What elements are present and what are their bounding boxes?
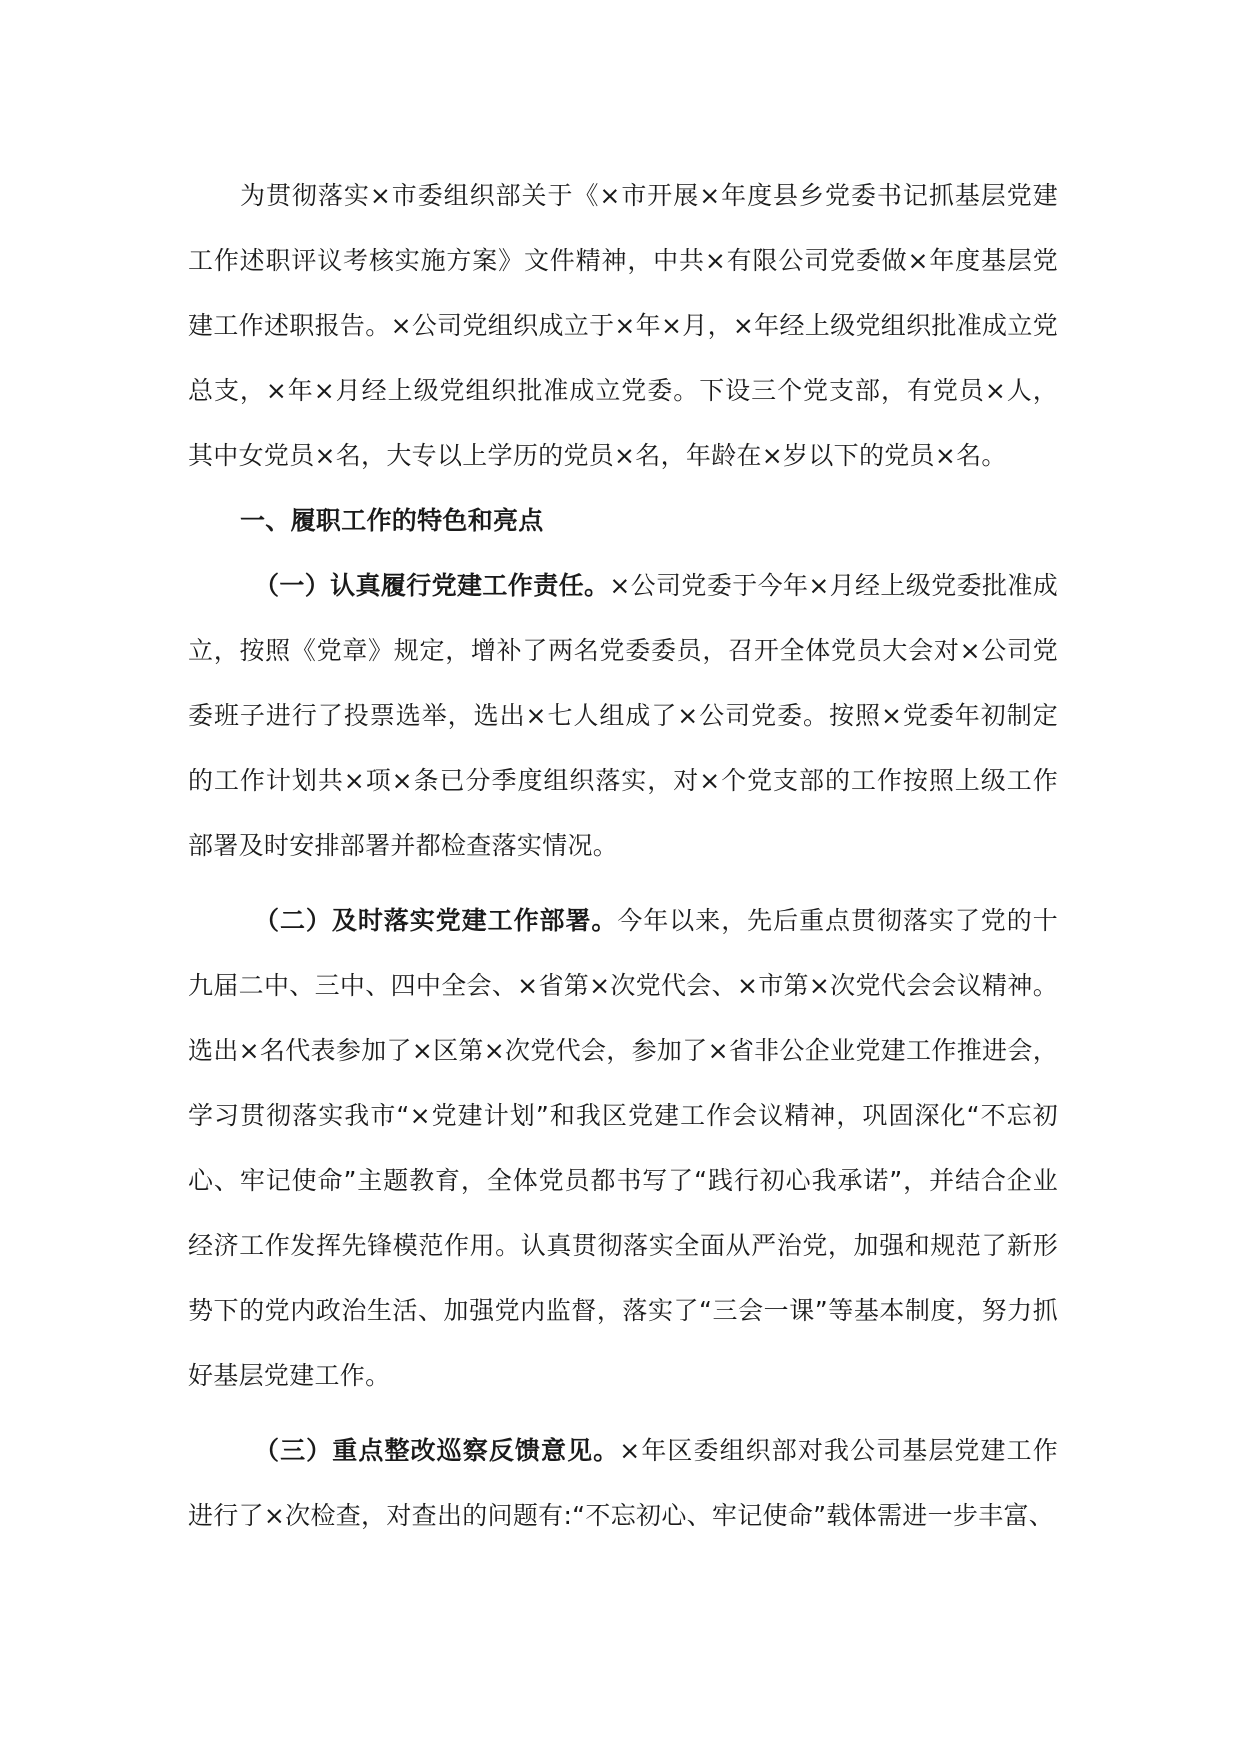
paragraph-gap	[188, 878, 1058, 888]
section-heading-1: 一、履职工作的特色和亮点	[240, 506, 544, 535]
item-3-title: （三）重点整改巡察反馈意见。	[254, 1436, 620, 1465]
item-1-body: ×公司党委于今年×月经上级党委批准成立，按照《党章》规定，增补了两名党委委员，召开全体党员大会对×公司党委班子进行了投票选举，选出×七人组成了×公司党委。按照×党委年初制定的工作计划共×项×条已分季度组织落实，对×个党支部的工作按照上级工作部署及时安排部署并都检查落实情况。	[188, 571, 1059, 860]
paragraph-gap	[188, 1408, 1058, 1418]
item-2-body: 今年以来，先后重点贯彻落实了党的十九届二中、三中、四中全会、×省第×次党代会、×市第×次党代会会议精神。选出×名代表参加了×区第×次党代会，参加了×省非公企业党建工作推进会，学习贯彻落实我市“×党建计划”和我区党建工作会议精神，巩固深化“不忘初心、牢记使命”主题教育，全体党员都书写了“践行初心我承诺”，并结合企业经济工作发挥先锋模范作用。认真贯彻落实全面从严治党，加强和规范了新形势下的党内政治生活、加强党内监督，落实了“三会一课”等基本制度，努力抓好基层党建工作。	[188, 906, 1058, 1390]
item-1-paragraph	[188, 553, 1058, 878]
item-3-paragraph	[188, 1418, 1058, 1548]
intro-paragraph: 为贯彻落实×市委组织部关于《×市开展×年度县乡党委书记抓基层党建工作述职评议考核实施方案》文件精神，中共×有限公司党委做×年度基层党建工作述职报告。×公司党组织成立于×年×月，×年经上级党组织批准成立党总支，×年×月经上级党组织批准成立党委。下设三个党支部，有党员×人，其中女党员×名，大专以上学历的党员×名，年龄在×岁以下的党员×名。	[188, 181, 1058, 470]
item-2-title: （二）及时落实党建工作部署。	[254, 906, 618, 935]
item-3-body: ×年区委组织部对我公司基层党建工作进行了×次检查，对查出的问题有:“不忘初心、牢记使命”载体需进一步丰富、	[188, 1436, 1058, 1530]
item-2-paragraph	[188, 888, 1058, 1408]
document-body	[188, 163, 1058, 1548]
item-1-title: （一）认真履行党建工作责任。	[254, 571, 610, 600]
